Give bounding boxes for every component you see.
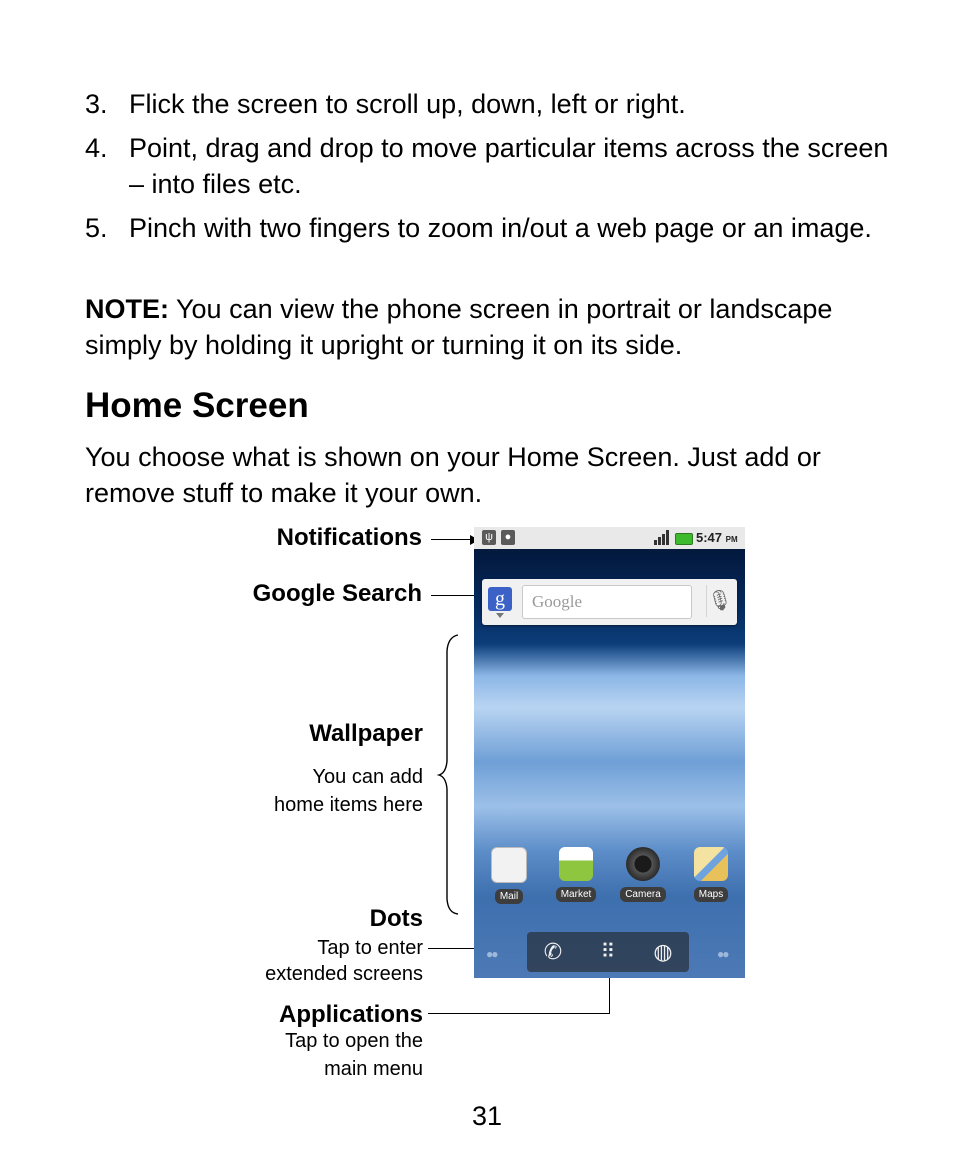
search-placeholder: Google (532, 592, 583, 611)
battery-icon (675, 533, 693, 545)
app-label: Camera (620, 887, 666, 902)
step-number: 5. (85, 213, 108, 243)
app-label: Mail (495, 889, 523, 904)
callout-google-search: Google Search (252, 580, 422, 607)
google-icon[interactable]: g (488, 587, 512, 611)
note-text: You can view the phone screen in portrait or landscape simply by holding it upright or turning it on its side. (85, 294, 833, 360)
google-search-widget[interactable] (482, 579, 737, 625)
callout-wallpaper: Wallpaper (309, 720, 423, 747)
browser-globe-icon[interactable]: ◍ (653, 939, 673, 964)
step-number: 4. (85, 133, 108, 163)
callout-dots-desc-2: extended screens (265, 963, 423, 985)
status-time: 5:47 (696, 530, 723, 545)
app-shortcut-market[interactable] (551, 847, 601, 902)
status-clock (696, 530, 738, 548)
phone-icon[interactable]: ✆ (543, 939, 563, 964)
app-label: Market (556, 887, 597, 902)
step-number: 3. (85, 89, 108, 119)
usb-icon: ψ (482, 530, 496, 545)
page-number: 31 (471, 1101, 503, 1131)
step-item (85, 86, 905, 122)
google-search-input[interactable] (522, 585, 692, 619)
callout-applications-desc-2: main menu (324, 1058, 423, 1080)
step-text: Flick the screen to scroll up, down, left or right. (129, 89, 686, 119)
callout-notifications: Notifications (276, 524, 422, 551)
maps-icon (694, 847, 728, 881)
microphone-icon[interactable]: 🎙 (706, 585, 733, 617)
signal-strength-icon (654, 530, 670, 545)
step-text: Point, drag and drop to move particular items across the screen – into files etc. (129, 133, 889, 199)
android-debug-icon: ● (501, 530, 515, 545)
phone-home-screen (474, 527, 745, 978)
note-label: NOTE: (85, 294, 169, 324)
step-item (85, 210, 905, 246)
caret-down-icon[interactable] (496, 613, 504, 618)
right-screen-dots[interactable]: ●● (717, 947, 728, 961)
callout-applications: Applications (278, 1001, 423, 1028)
callout-wallpaper-desc-2: home items here (274, 794, 423, 816)
callout-applications-desc-1: Tap to open the (285, 1030, 423, 1052)
mail-icon (491, 847, 527, 883)
app-dock (527, 932, 689, 972)
callout-wallpaper-desc-1: You can add (312, 766, 423, 788)
wallpaper-brace (434, 633, 462, 916)
status-ampm: PM (725, 535, 738, 544)
instruction-steps (85, 86, 905, 254)
notification-bar[interactable] (474, 527, 745, 549)
app-shortcut-maps[interactable] (686, 847, 736, 902)
left-screen-dots[interactable]: ●● (486, 947, 497, 961)
section-intro: You choose what is shown on your Home Screen. Just add or remove stuff to make it your own. (85, 442, 821, 508)
callout-line-applications-h (428, 1013, 610, 1014)
app-shortcut-camera[interactable] (618, 847, 668, 902)
section-title: Home Screen (85, 386, 309, 425)
market-icon (559, 847, 593, 881)
camera-icon (626, 847, 660, 881)
callout-dots-desc-1: Tap to enter (317, 937, 423, 959)
note-paragraph (85, 291, 915, 363)
callout-line-notifications (431, 539, 473, 540)
app-label: Maps (694, 887, 728, 902)
app-shortcut-mail[interactable] (484, 847, 534, 904)
app-grid-icon[interactable]: ⠿ (600, 941, 616, 963)
callout-dots: Dots (369, 905, 423, 932)
step-text: Pinch with two fingers to zoom in/out a web page or an image. (129, 213, 872, 243)
step-item (85, 130, 905, 202)
